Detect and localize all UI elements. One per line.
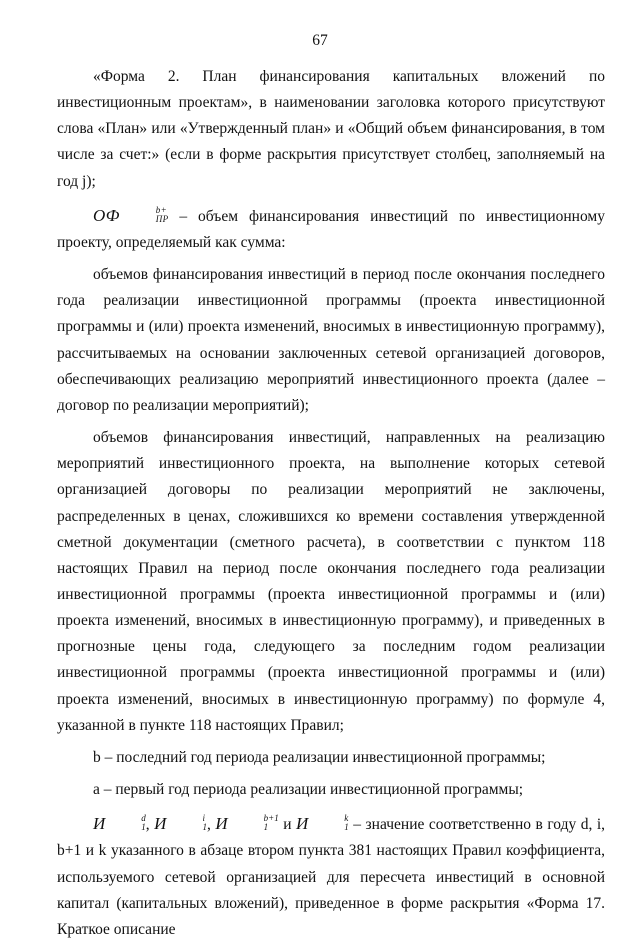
paragraph-form2: «Форма 2. План финансирования капитальных вложений по инвестиционным проектам», в наименовании заголовка которого присутствуют слова «План» или «Утвержденный план» и «Общий объем финансирования, в том числе за счет:» (если в форме раскрытия присутствует столбец, заполняемый на год j); — [57, 68, 605, 190]
page-number: 67 — [312, 32, 328, 49]
of-definition-text: – объем финансирования инвестиций по инвестиционному проекту, определяемый как сумма: — [57, 207, 605, 251]
index-k-symbol: И k 1 — [296, 813, 349, 834]
paragraph-volumes-contracted: объемов финансирования инвестиций в период после окончания последнего года реализации инвестиционной программы (проекта инвестиционной программы и (или) проекта изменений, вносимых в инвестиционную программу), рассчитываемых на основании заключенных сетевой организацией договоров, обеспечивающих реализацию мероприятий инвестиционного проекта (далее – договор по реализации мероприятий); — [57, 266, 605, 414]
index-b1-symbol: И b+1 1 — [215, 813, 279, 834]
of-pr-symbol: ОФ b+ ПР — [93, 204, 169, 225]
paragraph-of-definition — [57, 203, 605, 256]
document-body — [57, 64, 605, 943]
paragraph-b-definition: b – последний год периода реализации инвестиционной программы; — [93, 748, 546, 766]
paragraph-volumes-not-contracted: объемов финансирования инвестиций, направленных на реализацию мероприятий инвестиционного проекта, на выполнение которых сетевой организацией договоры по реализации мероприятий не заключены, распределенных в ценах, сложившихся ко времени составления утвержденной сметной документации (сметного расчета), в соответствии с пунктом 118 настоящих Правил на период после окончания последнего года реализации инвестиционной программы (проекта инвестиционной программы и (или) проекта изменений, вносимых в инвестиционную программу), и приведенных в прогнозные цены года, следующего за последним годом реализации инвестиционной программы (проекта инвестиционной программы и (или) проекта изменений, вносимых в инвестиционную программу) по формуле 4, указанной в пункте 118 настоящих Правил; — [57, 429, 605, 734]
index-d-symbol: И d 1 — [93, 813, 146, 834]
paragraph-a-definition: а – первый год периода реализации инвестиционной программы; — [93, 781, 524, 799]
index-definition-text: – значение соответственно в году d, i, b+1 и k указанного в абзаце втором пункта 381 настоящих Правил коэффициента, используемого сетевой организацией для пересчета инвестиций в основной капитал (капитальных вложений), приведенное в форме раскрытия «Форма 17. Краткое описание — [57, 816, 606, 938]
paragraph-index-definition: И d 1 , И i 1 , И b+1 1 и И k 1 – значение соответственно в году d, i, b+1 и k указанного в абзаце втором пункта 381 настоящих Правил коэффициента, используемого сетевой организацией для пересчета инвестиций в основной капитал (капитальных вложений), приведенное в форме раскрытия «Форма 17. Краткое описание — [57, 813, 606, 938]
index-i-symbol: И i 1 — [154, 813, 207, 834]
